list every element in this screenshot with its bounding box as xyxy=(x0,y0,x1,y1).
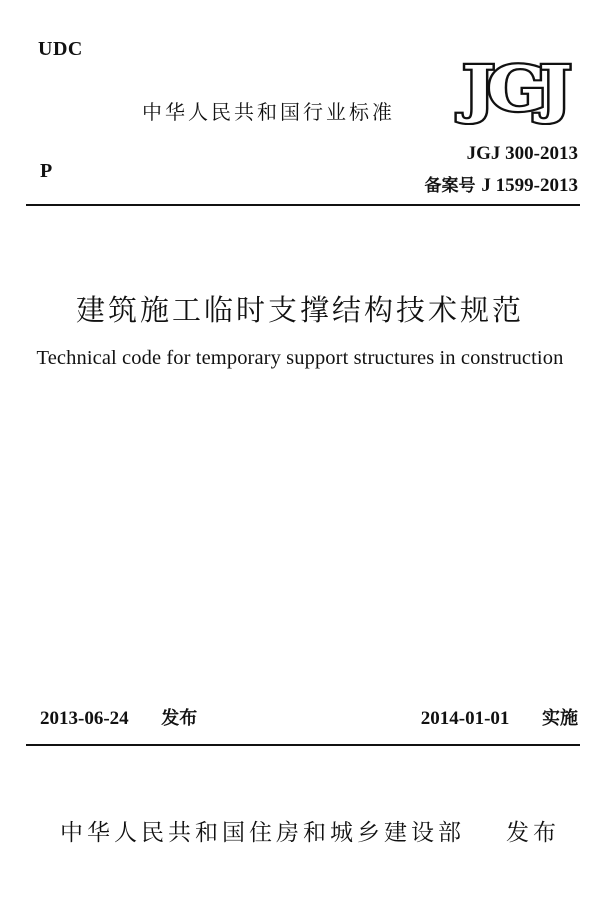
issue-date: 2013-06-24 xyxy=(40,708,129,729)
implement-date-line xyxy=(421,704,578,730)
publisher-name: 中华人民共和国住房和城乡建设部 xyxy=(60,820,465,846)
publish-action: 发布 xyxy=(506,820,560,846)
record-number-value: J 1599-2013 xyxy=(481,175,578,196)
jgj-logo: JGJ xyxy=(462,51,565,125)
bottom-divider xyxy=(26,744,580,746)
implement-label: 实施 xyxy=(542,708,578,729)
document-title-english: Technical code for temporary support structures in construction xyxy=(36,347,564,369)
category-code: P xyxy=(40,160,53,182)
udc-label: UDC xyxy=(38,38,83,60)
top-divider xyxy=(26,204,580,206)
document-title-chinese: 建筑施工临时支撑结构技术规范 xyxy=(75,293,524,327)
standard-code: JGJ 300-2013 xyxy=(466,143,578,164)
record-number xyxy=(425,171,579,197)
industry-standard-heading: 中华人民共和国行业标准 xyxy=(142,100,395,124)
record-prefix: 备案号 xyxy=(424,176,476,196)
implement-date: 2014-01-01 xyxy=(420,708,510,729)
issue-date-line xyxy=(40,704,197,730)
issue-label: 发布 xyxy=(161,708,198,729)
